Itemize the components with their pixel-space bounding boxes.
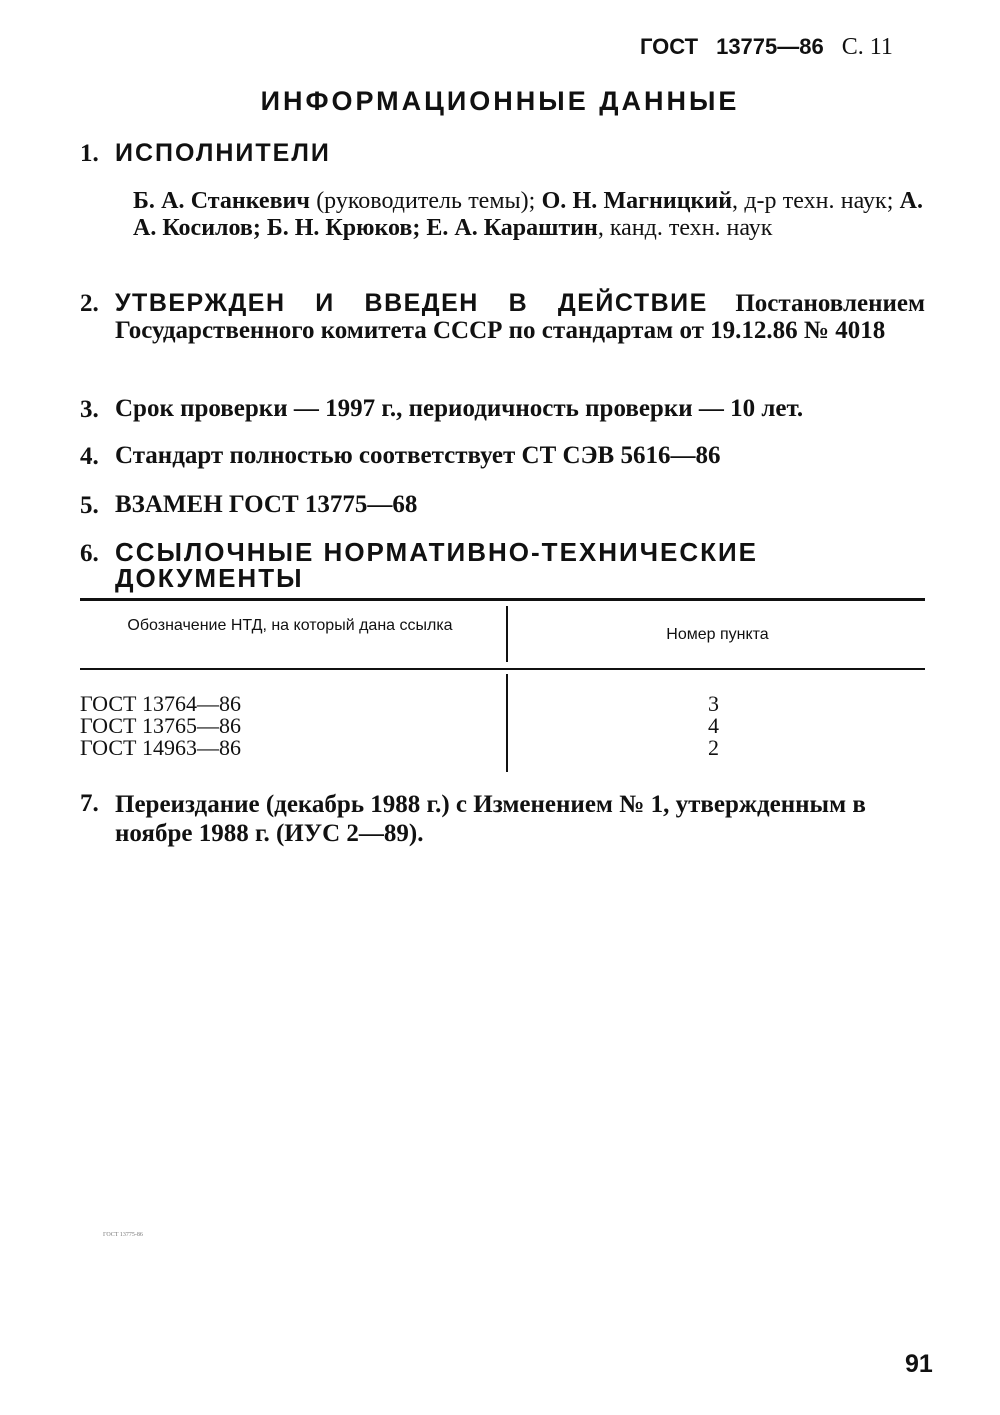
section-heading: УТВЕРЖДЕН И ВВЕДЕН В ДЕЙСТВИЕ [115,289,708,317]
section-text: Постановлением Государственного комитета СССР по стандартам от 19.12.86 № 4018 [115,290,926,344]
table-top-rule [80,598,925,601]
table-row [80,693,925,715]
table-row [80,715,925,737]
section-heading: ИСПОЛНИТЕЛИ [115,139,331,167]
section-number: 7. [80,790,99,817]
scan-mark: ГОСТ 13775-86 [103,1232,143,1238]
section-text: Срок проверки — 1997 г., периодичность проверки — 10 лет. [115,395,804,422]
performer-name: Е. А. Караштин [426,215,598,241]
section-number: 2. [80,290,99,317]
table-row [80,737,925,759]
cell-document: ГОСТ 14963—86 [80,735,241,760]
performer-role: , канд. техн. наук [597,215,773,241]
section-approval [80,290,925,344]
section-number: 1. [80,140,99,167]
section-references [80,537,925,593]
table-body [80,693,925,759]
table-column-divider [506,606,508,662]
section-number: 5. [80,492,99,519]
page-header [640,34,930,61]
section-number: 6. [80,540,99,567]
performer-name: Б. А. Станкевич [133,188,310,214]
section-text: Переиздание (декабрь 1988 г.) с Изменением № 1, утвержденным в ноябре 1988 г. (ИУС 2—89). [115,791,866,847]
separator: ; [252,215,267,241]
table-header-rule [80,668,925,670]
performer-role: , д-р техн. наук; [732,188,900,214]
section-text: Стандарт полностью соответствует СТ СЭВ 5616—86 [115,442,721,469]
column-header-item: Номер пункта [666,626,769,643]
page-number: 91 [905,1350,933,1378]
section-heading: ССЫЛОЧНЫЕ НОРМАТИВНО-ТЕХНИЧЕСКИЕ ДОКУМЕНТЫ [115,537,758,593]
header-standard: ГОСТ [640,34,699,59]
document-title: ИНФОРМАЦИОННЫЕ ДАННЫЕ [260,86,740,116]
cell-item: 4 [708,713,719,738]
section-performers [80,140,925,167]
cell-document: ГОСТ 13765—86 [80,713,241,738]
section-text: ВЗАМЕН ГОСТ 13775—68 [115,491,418,518]
separator: ; [412,215,427,241]
section-number: 4. [80,443,99,470]
section-compliance [80,443,925,469]
column-header-document: Обозначение НТД, на который дана ссылка [127,617,453,634]
performer-name: А. А. Косилов [133,188,923,241]
section-replaces [80,492,925,518]
cell-item: 2 [708,735,719,760]
header-page-ref: С. 11 [841,34,893,60]
section-number: 3. [80,396,99,423]
references-table [80,598,925,772]
section-review [80,396,925,422]
performer-name: Б. Н. Крюков [266,215,413,241]
header-code: 13775—86 [716,34,824,59]
performer-name: О. Н. Магницкий [541,188,733,214]
section-reissue [80,790,925,848]
performer-role: (руководитель темы); [309,188,542,214]
cell-item: 3 [708,691,719,716]
cell-document: ГОСТ 13764—86 [80,691,241,716]
performers-list [133,188,923,242]
